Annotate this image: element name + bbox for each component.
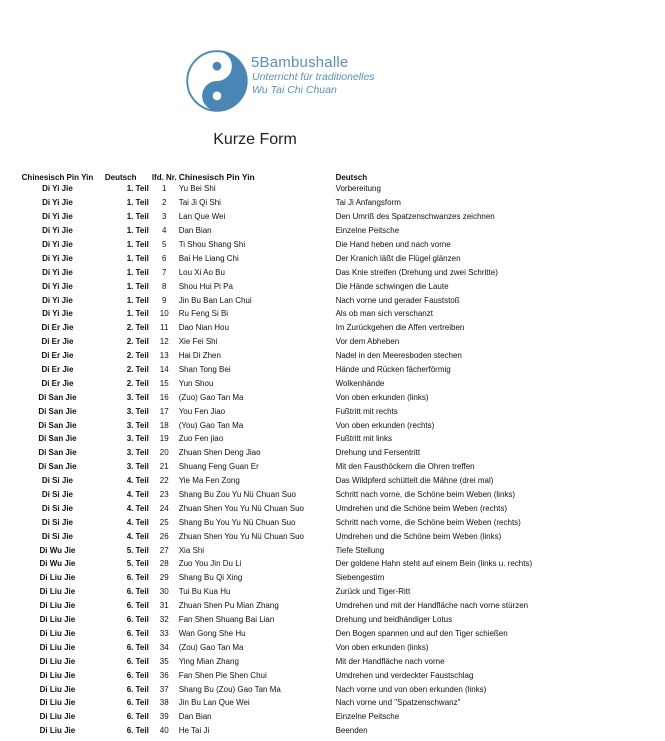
cell-german-name: Wolkenhände bbox=[335, 378, 385, 388]
table-row bbox=[10, 668, 665, 682]
header-chinese-name: Chinesisch Pin Yin bbox=[178, 172, 255, 182]
table-row bbox=[10, 460, 665, 474]
table-row bbox=[10, 488, 665, 502]
cell-german-group: 2. Teil bbox=[126, 378, 149, 388]
cell-number: 12 bbox=[159, 337, 169, 347]
cell-chinese-group: Di Liu Jie bbox=[39, 656, 76, 666]
cell-chinese-name: Zhuan Shen Pu Mian Zhang bbox=[178, 601, 279, 611]
cell-number: 29 bbox=[159, 573, 169, 583]
cell-number: 30 bbox=[159, 587, 169, 597]
brand-block bbox=[251, 54, 375, 97]
cell-chinese-group: Di Yi Jie bbox=[42, 309, 73, 319]
table-row bbox=[10, 349, 665, 363]
cell-number: 17 bbox=[159, 406, 169, 416]
cell-chinese-name: Jin Bu Ban Lan Chui bbox=[178, 295, 252, 305]
cell-chinese-name: Zhuan Shen You Yu Nü Chuan Suo bbox=[178, 531, 304, 541]
cell-german-name: Siebengestirn bbox=[335, 573, 385, 583]
table-row bbox=[10, 210, 665, 224]
cell-chinese-group: Di Yi Jie bbox=[42, 253, 73, 263]
table-row bbox=[10, 224, 665, 238]
cell-german-group: 6. Teil bbox=[126, 712, 149, 722]
cell-chinese-group: Di Yi Jie bbox=[42, 198, 73, 208]
cell-chinese-group: Di Si Jie bbox=[41, 476, 73, 486]
cell-number: 31 bbox=[159, 601, 169, 611]
cell-number: 33 bbox=[159, 628, 169, 638]
table-row bbox=[10, 390, 665, 404]
cell-german-group: 1. Teil bbox=[126, 267, 149, 277]
cell-german-group: 3. Teil bbox=[126, 406, 149, 416]
cell-chinese-name: Zhuan Shen Deng Jiao bbox=[178, 448, 261, 458]
table-row bbox=[10, 571, 665, 585]
cell-chinese-group: Di Er Jie bbox=[41, 323, 74, 333]
cell-chinese-name: Ying Mian Zhang bbox=[178, 656, 239, 666]
cell-chinese-name: Shan Tong Bei bbox=[178, 365, 231, 375]
cell-german-name: Die Hand heben und nach vorne bbox=[335, 240, 451, 249]
table-row bbox=[10, 182, 665, 196]
cell-german-group: 6. Teil bbox=[126, 615, 149, 625]
cell-german-name: Fußtritt mit links bbox=[335, 434, 393, 444]
cell-german-group: 1. Teil bbox=[126, 184, 149, 194]
cell-chinese-name: Yu Bei Shi bbox=[178, 184, 216, 194]
cell-german-group: 1. Teil bbox=[126, 253, 149, 263]
table-row bbox=[10, 543, 665, 557]
cell-chinese-group: Di Wu Jie bbox=[39, 545, 76, 555]
cell-german-name: Zurück und Tiger-Ritt bbox=[335, 587, 411, 597]
cell-chinese-group: Di Liu Jie bbox=[39, 712, 76, 722]
table-row bbox=[10, 696, 665, 710]
cell-chinese-name: Dan Bian bbox=[178, 226, 212, 236]
cell-german-group: 1. Teil bbox=[126, 198, 149, 208]
cell-german-group: 6. Teil bbox=[126, 684, 149, 694]
cell-chinese-name: Hai Di Zhen bbox=[178, 351, 221, 361]
cell-german-name: Vor dem Abheben bbox=[335, 337, 400, 347]
cell-german-name: Drehung und beidhändiger Lotus bbox=[335, 615, 453, 625]
cell-number: 20 bbox=[159, 448, 169, 458]
cell-number: 26 bbox=[159, 531, 169, 541]
cell-number: 3 bbox=[162, 212, 167, 222]
cell-chinese-group: Di Er Jie bbox=[41, 378, 74, 388]
table-row bbox=[10, 418, 665, 432]
cell-german-name: Fußtritt mit rechts bbox=[335, 406, 398, 416]
table-row bbox=[10, 321, 665, 335]
cell-german-name: Mit den Fausthöckern die Ohren treffen bbox=[335, 462, 475, 472]
cell-chinese-group: Di Yi Jie bbox=[42, 267, 73, 277]
cell-number: 38 bbox=[159, 698, 169, 708]
cell-german-group: 6. Teil bbox=[126, 601, 149, 611]
cell-number: 11 bbox=[160, 323, 169, 333]
cell-chinese-group: Di San Jie bbox=[38, 406, 77, 416]
cell-chinese-name: You Fen Jiao bbox=[178, 406, 226, 416]
cell-chinese-name: Ti Shou Shang Shi bbox=[178, 240, 246, 249]
cell-number: 24 bbox=[159, 503, 169, 513]
cell-chinese-name: Tai Ji Qi Shi bbox=[178, 198, 221, 208]
cell-german-group: 4. Teil bbox=[126, 517, 149, 527]
cell-german-name: Einzelne Peitsche bbox=[335, 712, 400, 722]
cell-chinese-group: Di Er Jie bbox=[41, 337, 74, 347]
header-german-name: Deutsch bbox=[335, 173, 368, 182]
cell-chinese-group: Di Liu Jie bbox=[39, 601, 76, 611]
cell-german-group: 1. Teil bbox=[126, 240, 149, 249]
cell-chinese-group: Di Yi Jie bbox=[42, 184, 73, 194]
table-row bbox=[10, 710, 665, 724]
cell-german-group: 6. Teil bbox=[126, 656, 149, 666]
table-row bbox=[10, 446, 665, 460]
table-row bbox=[10, 265, 665, 279]
cell-german-name: Die Hände schwingen die Laute bbox=[335, 281, 449, 291]
cell-number: 5 bbox=[162, 240, 167, 249]
cell-german-name: Als ob man sich verschanzt bbox=[335, 309, 433, 319]
cell-chinese-name: Lan Que Wei bbox=[178, 212, 226, 222]
table-row bbox=[10, 432, 665, 446]
cell-chinese-group: Di San Jie bbox=[38, 434, 77, 444]
cell-chinese-group: Di San Jie bbox=[38, 448, 77, 458]
cell-chinese-group: Di Liu Jie bbox=[39, 628, 76, 638]
cell-chinese-group: Di Si Jie bbox=[41, 517, 73, 527]
cell-number: 34 bbox=[159, 642, 169, 652]
cell-german-group: 6. Teil bbox=[126, 698, 149, 708]
cell-chinese-name: Shuang Feng Guan Er bbox=[178, 462, 259, 472]
cell-number: 15 bbox=[159, 378, 169, 388]
cell-german-group: 2. Teil bbox=[126, 365, 149, 375]
cell-chinese-name: Tui Bu Kua Hu bbox=[178, 587, 231, 597]
table-row bbox=[10, 682, 665, 696]
cell-german-group: 6. Teil bbox=[126, 670, 149, 680]
cell-chinese-name: (You) Gao Tan Ma bbox=[178, 420, 244, 430]
cell-german-name: Vorbereitung bbox=[335, 184, 381, 194]
cell-chinese-name: Zhuan Shen You Yu Nü Chuan Suo bbox=[178, 503, 304, 513]
table-row bbox=[10, 474, 665, 488]
cell-chinese-name: Fan Shen Pie Shen Chui bbox=[178, 670, 267, 680]
cell-german-group: 3. Teil bbox=[126, 462, 149, 472]
cell-german-group: 6. Teil bbox=[126, 726, 149, 736]
cell-number: 19 bbox=[159, 434, 169, 444]
cell-chinese-name: Dan Bian bbox=[178, 712, 212, 722]
cell-chinese-name: Shang Bu Qi Xing bbox=[178, 573, 243, 583]
cell-chinese-name: Zuo Fen jiao bbox=[178, 434, 224, 444]
table-row bbox=[10, 293, 665, 307]
cell-number: 27 bbox=[159, 545, 169, 555]
form-table bbox=[10, 167, 665, 738]
cell-number: 6 bbox=[162, 253, 167, 263]
table-row bbox=[10, 363, 665, 377]
cell-chinese-name: Wan Gong She Hu bbox=[178, 628, 246, 638]
cell-german-group: 5. Teil bbox=[126, 559, 149, 569]
cell-chinese-name: Bai He Liang Chi bbox=[178, 253, 239, 263]
cell-chinese-group: Di Er Jie bbox=[41, 365, 74, 375]
cell-chinese-group: Di Liu Jie bbox=[39, 684, 76, 694]
cell-chinese-group: Di San Jie bbox=[38, 462, 77, 472]
brand-name: 5Bambushalle bbox=[251, 54, 349, 71]
cell-chinese-name: Shou Hui Pi Pa bbox=[178, 281, 233, 291]
cell-german-group: 2. Teil bbox=[126, 323, 149, 333]
cell-german-group: 4. Teil bbox=[126, 476, 149, 486]
cell-german-name: Im Zurückgehen die Affen vertreiben bbox=[335, 323, 465, 333]
cell-chinese-group: Di Si Jie bbox=[41, 531, 73, 541]
table-row bbox=[10, 654, 665, 668]
cell-chinese-group: Di Si Jie bbox=[41, 503, 73, 513]
cell-german-group: 5. Teil bbox=[126, 545, 149, 555]
cell-chinese-group: Di Liu Jie bbox=[39, 670, 76, 680]
cell-number: 21 bbox=[159, 462, 169, 472]
yin-yang-logo bbox=[186, 50, 248, 112]
cell-german-name: Einzelne Peitsche bbox=[335, 226, 400, 236]
cell-chinese-group: Di Yi Jie bbox=[42, 212, 73, 222]
cell-german-name: Schritt nach vorne, die Schöne beim Weben (rechts) bbox=[335, 517, 521, 527]
table-row bbox=[10, 613, 665, 627]
table-row bbox=[10, 501, 665, 515]
brand-tagline-2: Wu Tai Chi Chuan bbox=[252, 84, 337, 96]
cell-german-name: Von oben erkunden (links) bbox=[335, 392, 429, 402]
cell-number: 16 bbox=[159, 392, 169, 402]
cell-number: 4 bbox=[162, 226, 167, 236]
cell-german-group: 3. Teil bbox=[126, 448, 149, 458]
cell-chinese-group: Di Liu Jie bbox=[39, 615, 76, 625]
table-row bbox=[10, 724, 665, 738]
cell-german-name: Drehung und Fersentritt bbox=[335, 448, 421, 458]
cell-german-group: 4. Teil bbox=[126, 531, 149, 541]
cell-chinese-group: Di Yi Jie bbox=[42, 226, 73, 236]
cell-german-name: Umdrehen und verdeckter Faustschlag bbox=[335, 670, 474, 680]
brand-tagline-1: Unterricht für traditionelles bbox=[252, 71, 375, 83]
cell-chinese-name: Dao Nian Hou bbox=[178, 323, 229, 333]
cell-chinese-group: Di Liu Jie bbox=[39, 573, 76, 583]
cell-german-name: Der goldene Hahn steht auf einem Bein (links u. rechts) bbox=[335, 559, 533, 569]
cell-german-name: Der Kranich läßt die Flügel glänzen bbox=[335, 253, 461, 263]
cell-number: 10 bbox=[159, 309, 169, 319]
cell-german-group: 6. Teil bbox=[126, 573, 149, 583]
cell-number: 2 bbox=[162, 198, 167, 208]
cell-number: 23 bbox=[159, 490, 169, 500]
cell-chinese-group: Di Liu Jie bbox=[39, 642, 76, 652]
cell-chinese-name: Shang Bu (Zou) Gao Tan Ma bbox=[178, 684, 281, 694]
cell-german-name: Nach vorne und von oben erkunden (links) bbox=[335, 684, 487, 694]
cell-chinese-group: Di Er Jie bbox=[41, 351, 74, 361]
cell-german-name: Von oben erkunden (rechts) bbox=[335, 420, 435, 430]
cell-number: 37 bbox=[159, 684, 169, 694]
cell-chinese-group: Di Wu Jie bbox=[39, 559, 76, 569]
table-row bbox=[10, 627, 665, 641]
cell-german-group: 1. Teil bbox=[126, 226, 149, 236]
cell-chinese-name: Shang Bu You Yu Nü Chuan Suo bbox=[178, 517, 296, 527]
cell-chinese-group: Di San Jie bbox=[38, 392, 77, 402]
table-row bbox=[10, 529, 665, 543]
cell-chinese-group: Di Yi Jie bbox=[42, 281, 73, 291]
table-row bbox=[10, 640, 665, 654]
cell-number: 25 bbox=[159, 517, 169, 527]
cell-chinese-name: Zuo You Jin Du Li bbox=[178, 559, 242, 569]
cell-chinese-name: Fan Shen Shuang Bai Lian bbox=[178, 615, 275, 625]
cell-chinese-group: Di Liu Jie bbox=[39, 698, 76, 708]
cell-german-name: Tai Ji Anfangsform bbox=[335, 198, 401, 208]
cell-german-name: Beenden bbox=[335, 726, 368, 736]
cell-german-name: Von oben erkunden (links) bbox=[335, 642, 429, 652]
cell-chinese-group: Di San Jie bbox=[38, 420, 77, 430]
cell-number: 13 bbox=[159, 351, 169, 361]
table-row bbox=[10, 307, 665, 321]
cell-chinese-group: Di Si Jie bbox=[41, 490, 73, 500]
cell-german-name: Umdrehen und die Schöne beim Weben (links) bbox=[335, 531, 502, 541]
table-row bbox=[10, 404, 665, 418]
table-header-row bbox=[10, 167, 665, 182]
cell-german-group: 4. Teil bbox=[126, 503, 149, 513]
cell-number: 39 bbox=[159, 712, 169, 722]
cell-number: 9 bbox=[162, 295, 167, 305]
cell-german-group: 1. Teil bbox=[126, 295, 149, 305]
page-title: Kurze Form bbox=[213, 131, 297, 148]
cell-german-name: Schritt nach vorne, die Schöne beim Weben (links) bbox=[335, 490, 516, 500]
cell-german-group: 2. Teil bbox=[126, 337, 149, 347]
table-row bbox=[10, 251, 665, 265]
cell-german-name: Den Bogen spannen und auf den Tiger schießen bbox=[335, 628, 508, 638]
cell-chinese-name: Xia Shi bbox=[178, 545, 205, 555]
cell-german-group: 3. Teil bbox=[126, 392, 149, 402]
cell-chinese-group: Di Liu Jie bbox=[39, 587, 76, 597]
cell-chinese-group: Di Yi Jie bbox=[42, 240, 73, 249]
cell-number: 35 bbox=[159, 656, 169, 666]
cell-chinese-name: Yie Ma Fen Zong bbox=[178, 476, 240, 486]
cell-german-name: Umdrehen und die Schöne beim Weben (rechts) bbox=[335, 503, 508, 513]
header-german-group: Deutsch bbox=[104, 173, 137, 182]
cell-german-group: 1. Teil bbox=[126, 309, 149, 319]
cell-german-group: 1. Teil bbox=[126, 281, 149, 291]
cell-german-name: Mit der Handfläche nach vorne bbox=[335, 656, 445, 666]
cell-number: 14 bbox=[159, 365, 169, 375]
table-row bbox=[10, 376, 665, 390]
cell-german-group: 4. Teil bbox=[126, 490, 149, 500]
cell-number: 32 bbox=[159, 615, 169, 625]
cell-chinese-group: Di Liu Jie bbox=[39, 726, 76, 736]
cell-chinese-name: Ru Feng Si Bi bbox=[178, 309, 229, 319]
cell-chinese-name: (Zuo) Gao Tan Ma bbox=[178, 392, 244, 402]
table-row bbox=[10, 335, 665, 349]
header-chinese-group: Chinesisch Pin Yin bbox=[21, 173, 94, 182]
table-row bbox=[10, 238, 665, 252]
cell-number: 40 bbox=[159, 726, 169, 736]
table-row bbox=[10, 599, 665, 613]
cell-chinese-name: Lou Xi Ao Bu bbox=[178, 267, 225, 277]
cell-number: 8 bbox=[162, 281, 167, 291]
table-row bbox=[10, 585, 665, 599]
cell-chinese-group: Di Yi Jie bbox=[42, 295, 73, 305]
cell-german-name: Das Knie streifen (Drehung und zwei Schritte) bbox=[335, 267, 498, 277]
cell-german-name: Nadel in den Meeresboden stechen bbox=[335, 351, 462, 361]
cell-number: 36 bbox=[159, 670, 169, 680]
header-number: lfd. Nr. bbox=[151, 173, 177, 182]
cell-german-group: 1. Teil bbox=[126, 212, 149, 222]
cell-number: 7 bbox=[162, 267, 167, 277]
cell-chinese-name: Shang Bu Zou Yu Nü Chuan Suo bbox=[178, 490, 296, 500]
cell-chinese-name: (Zou) Gao Tan Ma bbox=[178, 642, 244, 652]
cell-number: 28 bbox=[159, 559, 169, 569]
cell-chinese-name: He Tai Ji bbox=[178, 726, 210, 736]
cell-german-group: 6. Teil bbox=[126, 587, 149, 597]
cell-number: 22 bbox=[159, 476, 169, 486]
table-row bbox=[10, 557, 665, 571]
cell-chinese-name: Xie Fei Shi bbox=[178, 337, 218, 347]
cell-german-group: 3. Teil bbox=[126, 420, 149, 430]
cell-german-name: Den Umriß des Spatzenschwanzes zeichnen bbox=[335, 212, 495, 222]
cell-german-name: Nach vorne und gerader Fauststoß bbox=[335, 295, 460, 305]
table-body bbox=[10, 182, 665, 738]
cell-german-name: Umdrehen und mit der Handfläche nach vorne stürzen bbox=[335, 601, 529, 611]
cell-number: 1 bbox=[162, 184, 167, 194]
cell-german-name: Das Wildpferd schüttelt die Mähne (drei mal) bbox=[335, 476, 494, 486]
cell-german-group: 6. Teil bbox=[126, 628, 149, 638]
cell-german-group: 6. Teil bbox=[126, 642, 149, 652]
cell-german-name: Hände und Rücken fächerförmig bbox=[335, 365, 451, 375]
cell-chinese-name: Jin Bu Lan Que Wei bbox=[178, 698, 250, 708]
table-row bbox=[10, 279, 665, 293]
table-row bbox=[10, 196, 665, 210]
cell-german-group: 3. Teil bbox=[126, 434, 149, 444]
cell-german-name: Nach vorne und "Spatzenschwanz" bbox=[335, 698, 461, 708]
cell-german-group: 2. Teil bbox=[126, 351, 149, 361]
cell-number: 18 bbox=[159, 420, 169, 430]
table-row bbox=[10, 515, 665, 529]
cell-chinese-name: Yun Shou bbox=[178, 378, 214, 388]
cell-german-name: Tiefe Stellung bbox=[335, 545, 385, 555]
